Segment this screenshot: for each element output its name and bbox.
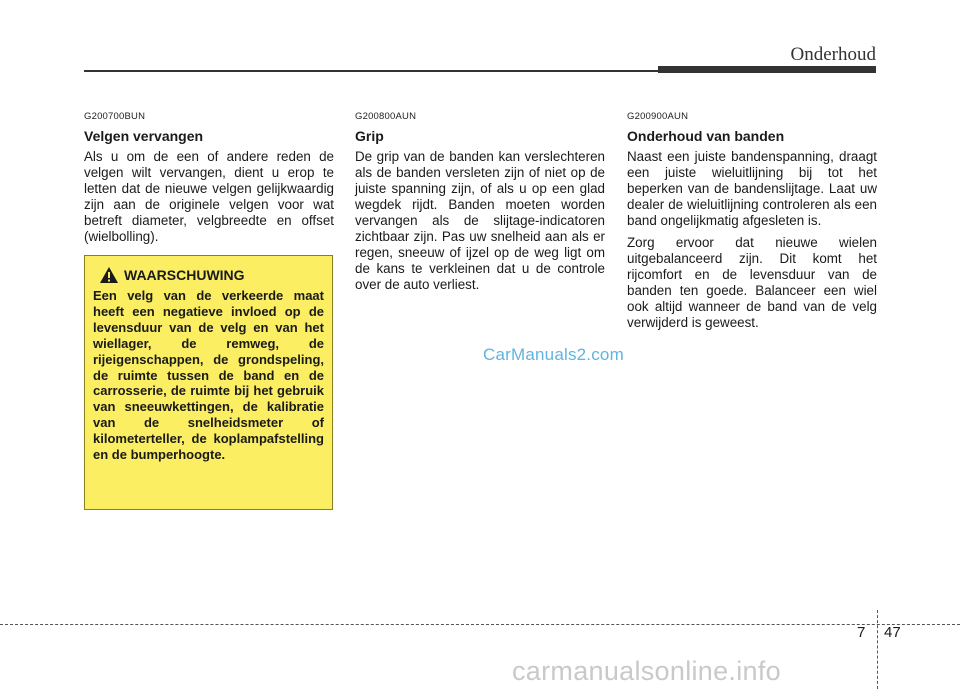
section-code: G200700BUN [84, 111, 146, 122]
warning-title: WAARSCHUWING [124, 267, 245, 283]
section-heading: Onderhoud van banden [627, 128, 785, 144]
section-heading: Grip [355, 128, 384, 144]
section-code: G200900AUN [627, 111, 689, 122]
section-paragraph: Naast een juiste bandenspanning, draagt een juiste wieluitlijning bij tot het beperken van de bandenslijtage. Laat uw dealer de wieluitlijning controleren als een band ongelijkmatig afgesleten is. [627, 149, 877, 228]
warning-triangle-icon [99, 266, 119, 284]
warning-box [84, 255, 333, 510]
footer-watermark: carmanualsonline.info [512, 656, 781, 686]
page-section-title: Onderhoud [790, 44, 876, 65]
footer-divider [877, 610, 878, 689]
warning-text: Een velg van de verkeerde maat heeft een negatieve invloed op de levensduur van de velg en van het wiellager, de remweg, de rijeigenschappen, de grondspeling, de ruimte tussen de band en de carrosserie, de ruimte bij het gebruik van sneeuwkettingen, de kalibratie van de snelheidsmeter of kilometerteller, de koplampafstelling en de bumperhoogte. [93, 288, 324, 463]
page-number: 47 [884, 624, 901, 641]
section-paragraph: De grip van de banden kan verslechteren als de banden versleten zijn of niet op de juiste spanning zijn, of als u op een glad wegdek rijdt. Banden moeten worden vervangen als de slijtage-indicatoren zichtbaar zijn. Pas uw snelheid aan als er regen, sneeuw of ijzel op de weg ligt om de kans te verkleinen dat u de controle over de auto verliest. [355, 149, 605, 292]
carmanuals-watermark: CarManuals2.com [483, 345, 624, 364]
column-velgen [84, 111, 334, 251]
section-paragraph: Als u om de een of andere reden de velgen wilt vervangen, dient u erop te letten dat de nieuwe velgen gelijkwaardig zijn aan de originele velgen voor wat betreft diameter, velgbreedte en offset (wielbolling). [84, 149, 334, 244]
chapter-number: 7 [857, 624, 866, 641]
footer-rule [0, 624, 960, 625]
column-grip [355, 111, 605, 299]
section-heading: Velgen vervangen [84, 128, 204, 144]
header-rule-thin [84, 70, 662, 72]
header-rule-thick [658, 66, 876, 73]
warning-header [99, 266, 324, 284]
section-code: G200800AUN [355, 111, 417, 122]
column-onderhoud-banden [627, 111, 877, 337]
section-paragraph: Zorg ervoor dat nieuwe wielen uitgebalanceerd zijn. Dit komt het rijcomfort en de levensduur van de banden ten goede. Balanceer een wiel ook altijd wanneer de band van de velg verwijderd is geweest. [627, 235, 877, 330]
